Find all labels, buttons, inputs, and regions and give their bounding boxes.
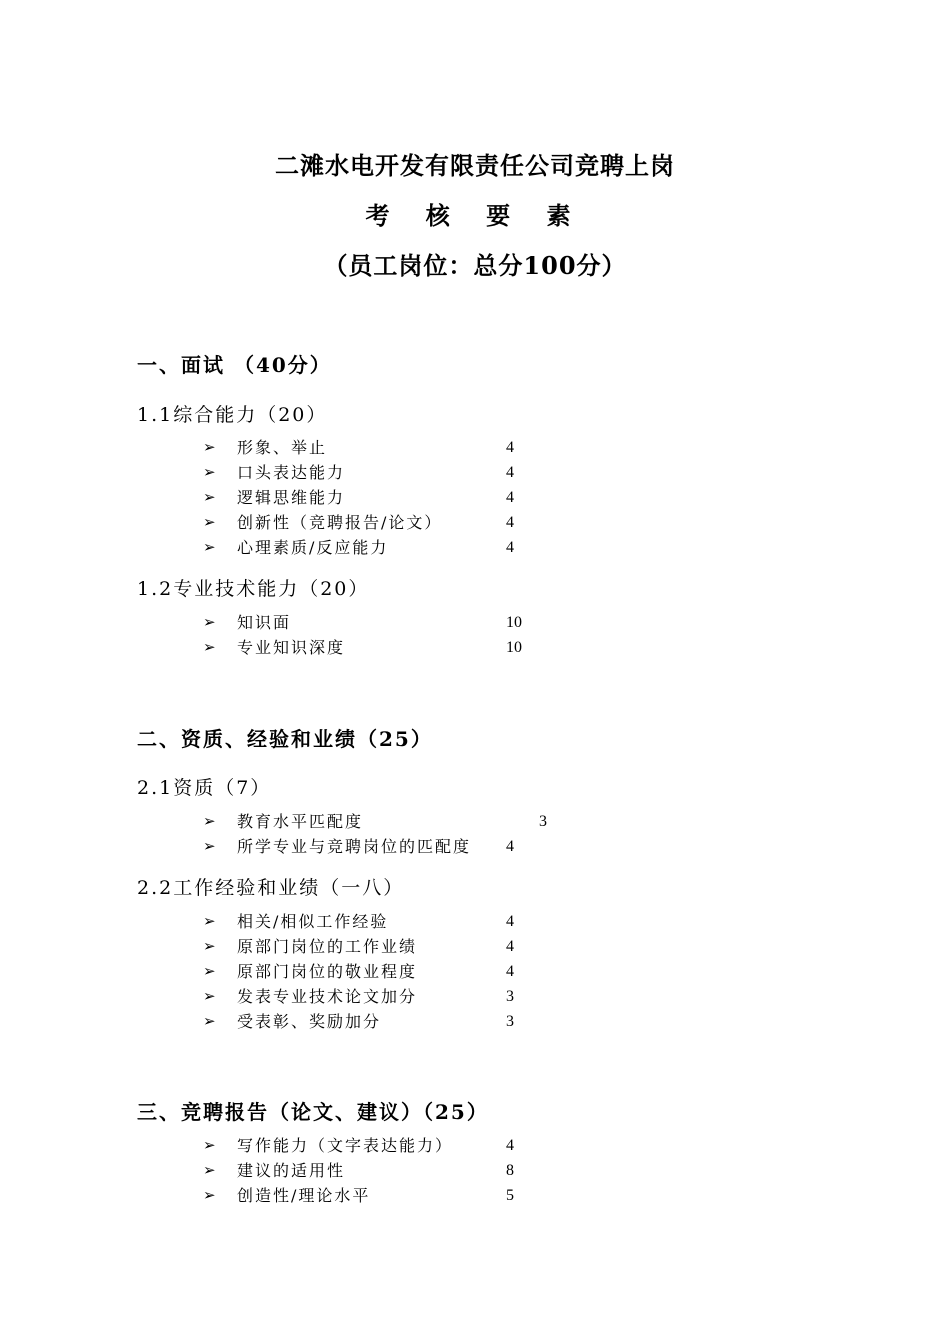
- arrow-bullet-icon: ➢: [203, 1161, 216, 1179]
- group-title: 2.2工作经验和业绩（一八）: [137, 877, 405, 899]
- arrow-bullet-icon: ➢: [203, 962, 216, 980]
- item-score: 4: [506, 913, 514, 930]
- section-heading: 二、资质、经验和业绩（25）: [137, 727, 433, 751]
- item-label: 形象、举止: [237, 438, 328, 457]
- document-scope: （员工岗位：总分100分）: [323, 251, 627, 280]
- item-label: 原部门岗位的敬业程度: [237, 962, 418, 981]
- item-label: 口头表达能力: [237, 463, 346, 482]
- document-title: 二滩水电开发有限责任公司竞聘上岗: [275, 151, 675, 180]
- item-label: 心理素质/反应能力: [237, 538, 389, 557]
- item-score: 5: [506, 1187, 514, 1204]
- item-label: 建议的适用性: [237, 1161, 346, 1180]
- item-label: 专业知识深度: [237, 638, 346, 657]
- item-score: 4: [506, 838, 514, 855]
- item-label: 创造性/理论水平: [237, 1186, 371, 1205]
- item-score: 4: [506, 514, 514, 531]
- item-label: 知识面: [237, 613, 292, 632]
- section-heading: 三、竞聘报告（论文、建议）（25）: [137, 1100, 489, 1124]
- item-label: 创新性（竞聘报告/论文）: [237, 513, 443, 532]
- item-label: 写作能力（文字表达能力）: [237, 1136, 454, 1155]
- item-score: 4: [506, 938, 514, 955]
- item-label: 逻辑思维能力: [237, 488, 346, 507]
- item-score: 10: [506, 639, 522, 656]
- group-title: 2.1资质（7）: [137, 777, 272, 799]
- item-score: 8: [506, 1162, 514, 1179]
- arrow-bullet-icon: ➢: [203, 1012, 216, 1030]
- arrow-bullet-icon: ➢: [203, 812, 216, 830]
- arrow-bullet-icon: ➢: [203, 1186, 216, 1204]
- item-label: 所学专业与竞聘岗位的匹配度: [237, 837, 472, 856]
- arrow-bullet-icon: ➢: [203, 912, 216, 930]
- item-score: 3: [506, 988, 514, 1005]
- arrow-bullet-icon: ➢: [203, 513, 216, 531]
- arrow-bullet-icon: ➢: [203, 987, 216, 1005]
- item-score: 3: [539, 813, 547, 830]
- item-score: 4: [506, 1137, 514, 1154]
- arrow-bullet-icon: ➢: [203, 538, 216, 556]
- arrow-bullet-icon: ➢: [203, 937, 216, 955]
- item-score: 3: [506, 1013, 514, 1030]
- arrow-bullet-icon: ➢: [203, 438, 216, 456]
- document-subtitle: 考 核 要 素: [365, 201, 585, 230]
- item-score: 4: [506, 464, 514, 481]
- arrow-bullet-icon: ➢: [203, 837, 216, 855]
- group-title: 1.2专业技术能力（20）: [137, 578, 370, 600]
- arrow-bullet-icon: ➢: [203, 638, 216, 656]
- item-label: 受表彰、奖励加分: [237, 1012, 382, 1031]
- item-label: 相关/相似工作经验: [237, 912, 389, 931]
- item-label: 发表专业技术论文加分: [237, 987, 418, 1006]
- arrow-bullet-icon: ➢: [203, 463, 216, 481]
- item-score: 4: [506, 439, 514, 456]
- item-score: 4: [506, 489, 514, 506]
- arrow-bullet-icon: ➢: [203, 1136, 216, 1154]
- section-heading: 一、面试 （40分）: [137, 353, 332, 377]
- item-score: 4: [506, 539, 514, 556]
- item-label: 原部门岗位的工作业绩: [237, 937, 418, 956]
- item-score: 10: [506, 614, 522, 631]
- item-label: 教育水平匹配度: [237, 812, 364, 831]
- item-score: 4: [506, 963, 514, 980]
- arrow-bullet-icon: ➢: [203, 488, 216, 506]
- arrow-bullet-icon: ➢: [203, 613, 216, 631]
- group-title: 1.1综合能力（20）: [137, 404, 328, 426]
